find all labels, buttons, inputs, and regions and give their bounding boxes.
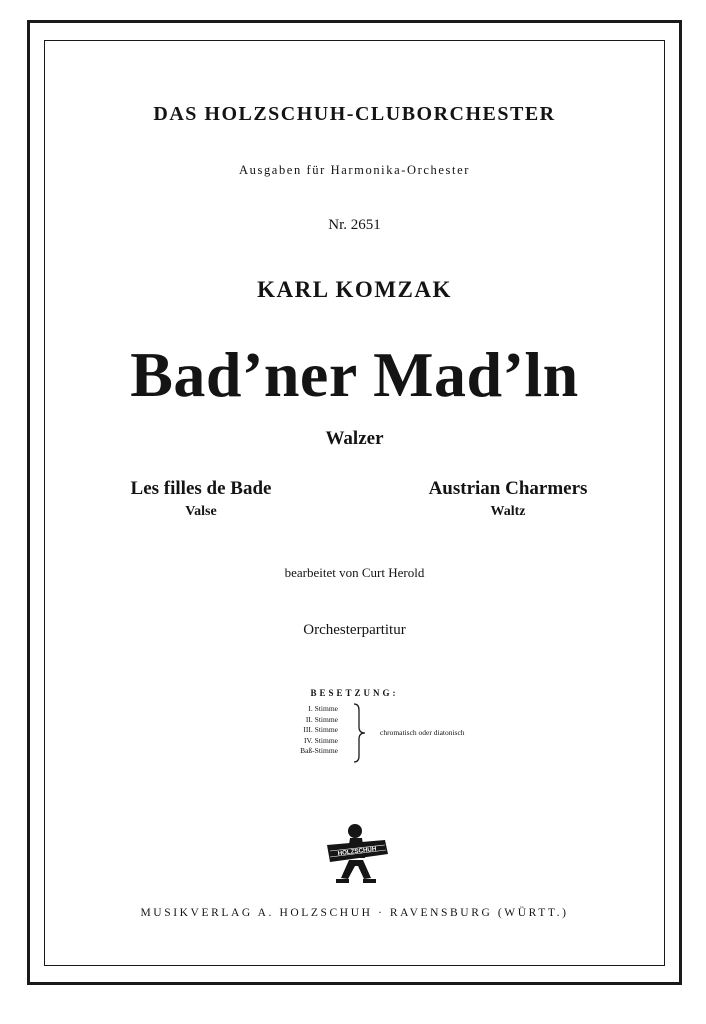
voice-item: I. Stimme [308,704,338,713]
english-title-block [378,478,638,520]
score-type: Orchesterpartitur [303,622,406,638]
work-title: Bad’ner Mad’ln [130,339,579,410]
voices-note: chromatisch oder diatonisch [380,728,465,737]
voices-list [252,704,338,757]
edition-number: Nr. 2651 [328,217,381,233]
accordion-player-icon [324,822,390,888]
series-title: DAS HOLZSCHUH-CLUBORCHESTER [153,103,556,125]
composer-name: KARL KOMZAK [257,277,452,302]
scoring-heading: BESETZUNG: [310,688,399,698]
french-title: Les filles de Bade [130,478,272,499]
voice-item: III. Stimme [303,725,338,734]
logo-text: HOLZSCHUH [337,845,377,858]
voice-item: Baß-Stimme [300,746,338,755]
series-subtitle: Ausgaben für Harmonika-Orchester [239,163,470,177]
english-genre: Waltz [490,504,526,519]
french-title-block [71,478,331,520]
voice-item: IV. Stimme [303,735,338,745]
voice-item: II. Stimme [305,714,338,724]
work-genre: Walzer [325,428,384,449]
brace-icon [351,703,367,763]
arranger-credit: bearbeitet von Curt Herold [284,565,425,580]
publisher-line: MUSIKVERLAG A. HOLZSCHUH · RAVENSBURG (WÜRTT.) [140,907,569,919]
english-title: Austrian Charmers [428,478,588,499]
french-genre: Valse [185,504,217,519]
